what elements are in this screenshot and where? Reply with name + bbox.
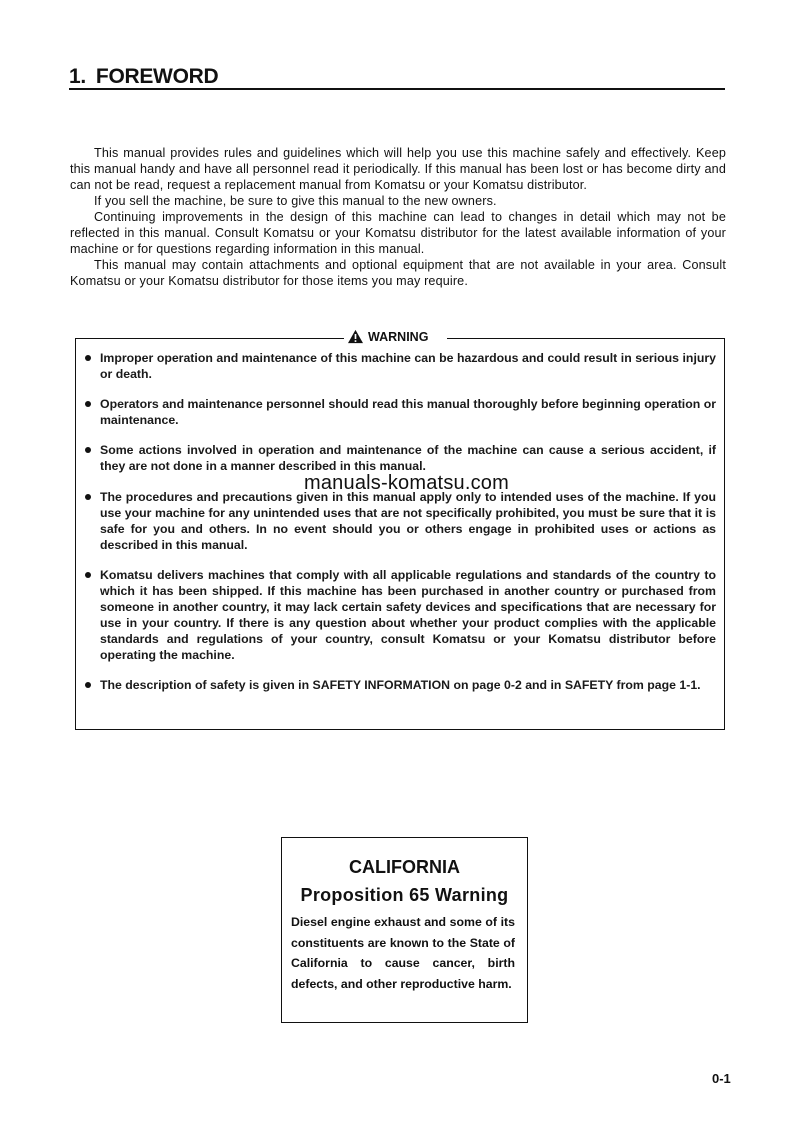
- warning-triangle-icon: [347, 329, 364, 344]
- bullet-icon: [85, 447, 91, 453]
- foreword-intro: [70, 145, 726, 289]
- bullet-icon: [85, 572, 91, 578]
- california-text: Diesel engine exhaust and some of its constituents are known to the State of California to cause cancer, birth defects, and other reproductive harm.: [291, 915, 515, 991]
- warning-item: Improper operation and maintenance of this machine can be hazardous and could result in serious injury or death.: [82, 350, 716, 382]
- section-number: 1.: [69, 65, 86, 88]
- warning-item: The description of safety is given in SAFETY INFORMATION on page 0-2 and in SAFETY from page 1-1.: [82, 677, 716, 693]
- warning-list: [82, 350, 716, 693]
- divider: [445, 338, 725, 339]
- intro-paragraph: This manual may contain attachments and optional equipment that are not available in your area. Consult Komatsu or your Komatsu distributor for those items you may require.: [70, 258, 726, 288]
- warning-item: Komatsu delivers machines that comply with all applicable regulations and standards of the country to which it has been shipped. If this machine has been purchased in another country or purchased from someone in another country, it may lack certain safety devices and specifications that are necessary for use in your country. If there is any question about whether your product complies with the applicable standards and regulations of your country, consult Komatsu or your Komatsu distributor before operating the machine.: [82, 567, 716, 663]
- warning-item: Operators and maintenance personnel should read this manual thoroughly before beginning operation or maintenance.: [82, 396, 716, 428]
- warning-header: [347, 329, 447, 344]
- california-subtitle: Proposition 65 Warning: [300, 885, 509, 905]
- california-title: CALIFORNIA: [349, 857, 460, 877]
- divider: [75, 338, 344, 339]
- page-title: [69, 66, 725, 90]
- bullet-icon: [85, 355, 91, 361]
- section-title: FOREWORD: [95, 65, 219, 88]
- watermark-text: manuals-komatsu.com: [304, 472, 509, 494]
- intro-paragraph: This manual provides rules and guidelines which will help you use this machine safely and effectively. Keep this manual handy and have all personnel read it periodically. If this manual has been lost or has become dirty and can not be read, request a replacement manual from Komatsu or your Komatsu distributor.: [70, 146, 726, 192]
- bullet-icon: [85, 682, 91, 688]
- intro-paragraph: Continuing improvements in the design of this machine can lead to changes in detail which may not be reflected in this manual. Consult Komatsu or your Komatsu distributor for the latest available information of your machine or for questions regarding information in this manual.: [70, 210, 726, 256]
- bullet-icon: [85, 401, 91, 407]
- warning-item: The procedures and precautions given in this manual apply only to intended uses of the machine. If you use your machine for any unintended uses that are not specifically prohibited, you must be sure that it is safe for you and others. In no event should you or others engage in prohibited uses or actions as described in this manual.: [82, 489, 716, 553]
- warning-label: WARNING: [368, 329, 429, 344]
- page-number: 0-1: [712, 1071, 731, 1086]
- intro-paragraph: If you sell the machine, be sure to give this manual to the new owners.: [94, 194, 497, 208]
- warning-item: Some actions involved in operation and maintenance of the machine can cause a serious accident, if they are not done in a manner described in this manual.: [82, 442, 716, 474]
- california-prop65-box: [281, 837, 528, 1023]
- warning-box: [75, 329, 725, 730]
